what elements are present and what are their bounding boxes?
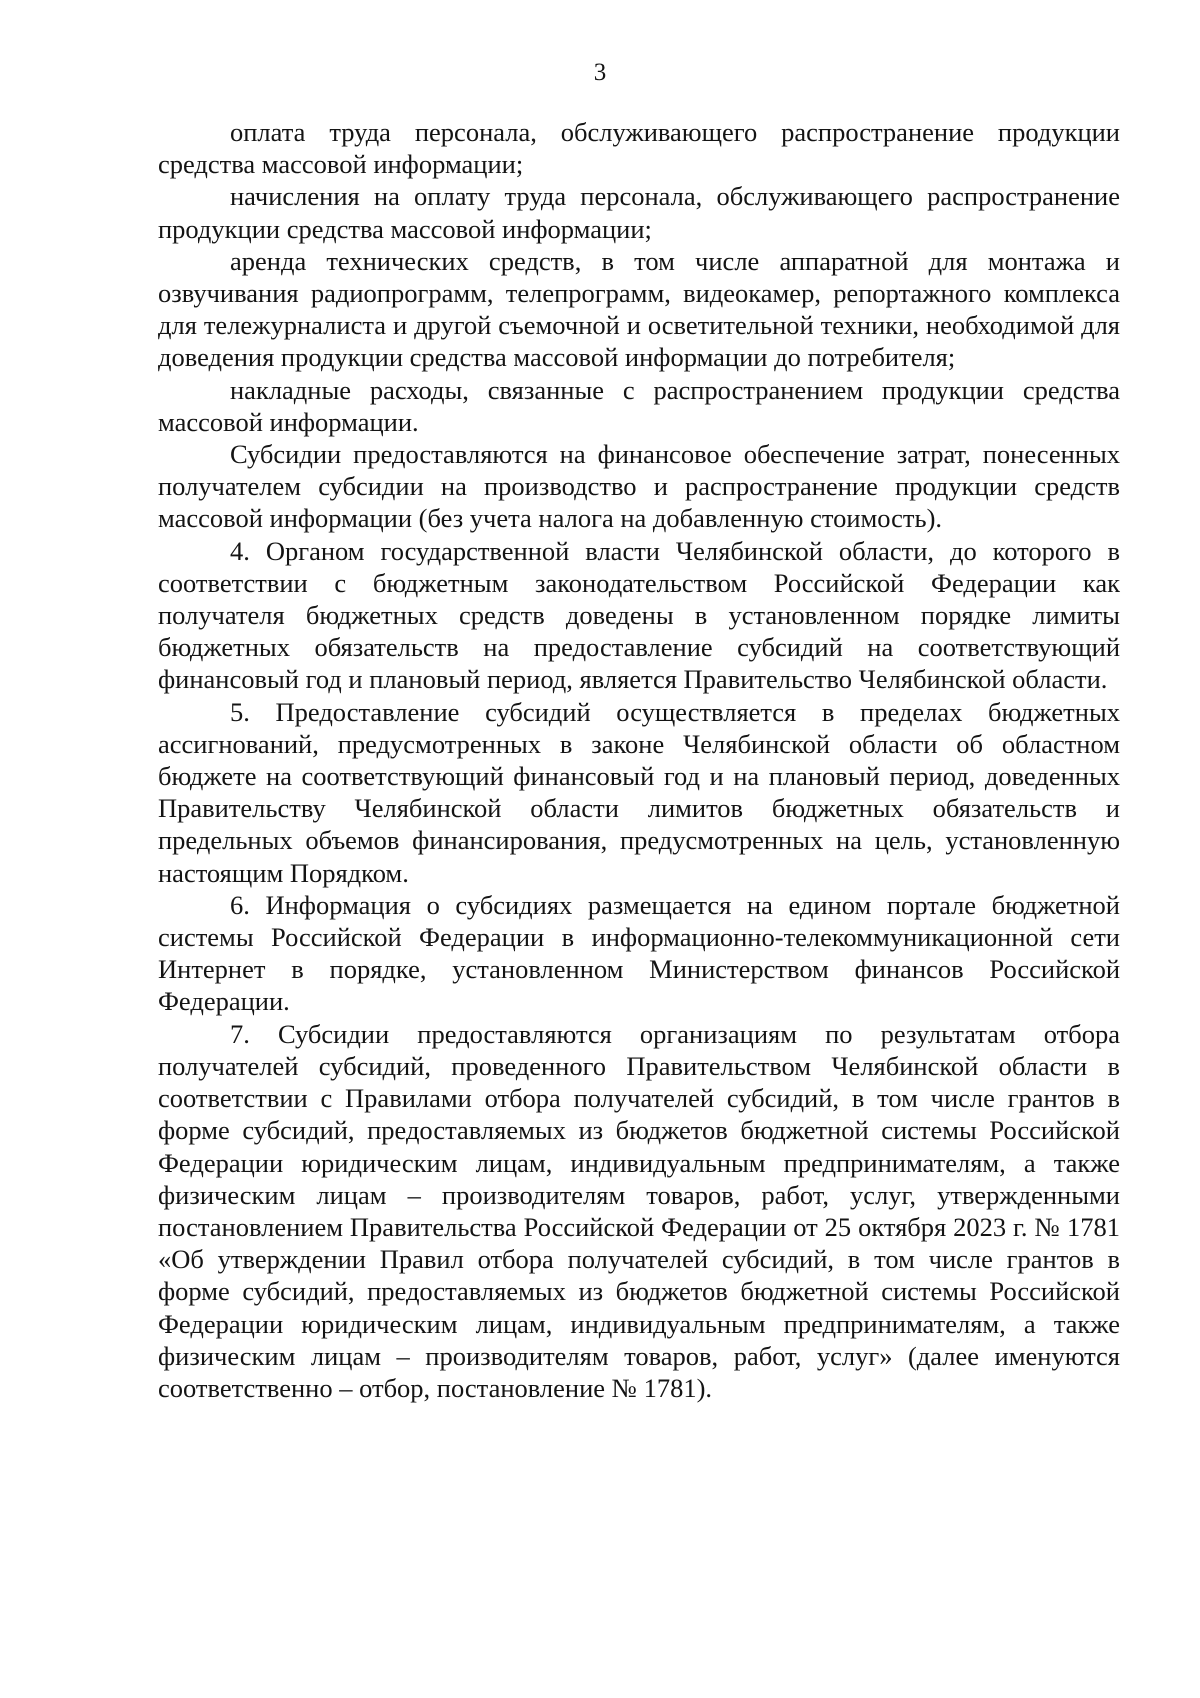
paragraph-equipment-rent: аренда технических средств, в том числе аппаратной для монтажа и озвучивания радиопрограмм, телепрограмм, видеокамер, репортажного комплекса для тележурналиста и другой съемочной и осветительной техники, необходимой для доведения продукции средства массовой информации до потребителя;: [158, 245, 1120, 373]
page-number: 3: [593, 59, 607, 86]
paragraph-section-7: 7. Субсидии предоставляются организациям по результатам отбора получателей субсидий, проведенного Правительством Челябинской области в соответствии с Правилами отбора получателей субсидий, в том числе грантов в форме субсидий, предоставляемых из бюджетов бюджетной системы Российской Федерации юридическим лицам, индивидуальным предпринимателям, а также физическим лицам – производителям товаров, работ, услуг, утвержденными постановлением Правительства Российской Федерации от 25 октября 2023 г. № 1781 «Об утверждении Правил отбора получателей субсидий, в том числе грантов в форме субсидий, предоставляемых из бюджетов бюджетной системы Российской Федерации юридическим лицам, индивидуальным предпринимателям, а также физическим лицам – производителям товаров, работ, услуг» (далее именуются соответственно – отбор, постановление № 1781).: [158, 1018, 1120, 1403]
paragraph-overhead: накладные расходы, связанные с распространением продукции средства массовой информации.: [158, 374, 1120, 437]
paragraph-section-5: 5. Предоставление субсидий осуществляется в пределах бюджетных ассигнований, предусмотренных в законе Челябинской области об областном бюджете на соответствующий финансовый год и на плановый период, доведенных Правительству Челябинской области лимитов бюджетных обязательств и предельных объемов финансирования, предусмотренных на цель, установленную настоящим Порядком.: [158, 696, 1120, 888]
document-body: [158, 116, 1120, 1404]
paragraph-labor-accruals: начисления на оплату труда персонала, обслуживающего распространение продукции средства массовой информации;: [158, 181, 1120, 244]
paragraph-section-4: 4. Органом государственной власти Челябинской области, до которого в соответствии с бюджетным законодательством Российской Федерации как получателя бюджетных средств доведены в установленном порядке лимиты бюджетных обязательств на предоставление субсидий на соответствующий финансовый год и плановый период, является Правительство Челябинской области.: [158, 535, 1120, 695]
paragraph-subsidies-purpose: Субсидии предоставляются на финансовое обеспечение затрат, понесенных получателем субсидии на производство и распространение продукции средств массовой информации (без учета налога на добавленную стоимость).: [158, 439, 1120, 534]
paragraph-section-6: 6. Информация о субсидиях размещается на едином портале бюджетной системы Российской Федерации в информационно-телекоммуникационной сети Интернет в порядке, установленном Министерством финансов Российской Федерации.: [158, 889, 1120, 1017]
paragraph-labor-cost: оплата труда персонала, обслуживающего распространение продукции средства массовой информации;: [158, 117, 1120, 180]
